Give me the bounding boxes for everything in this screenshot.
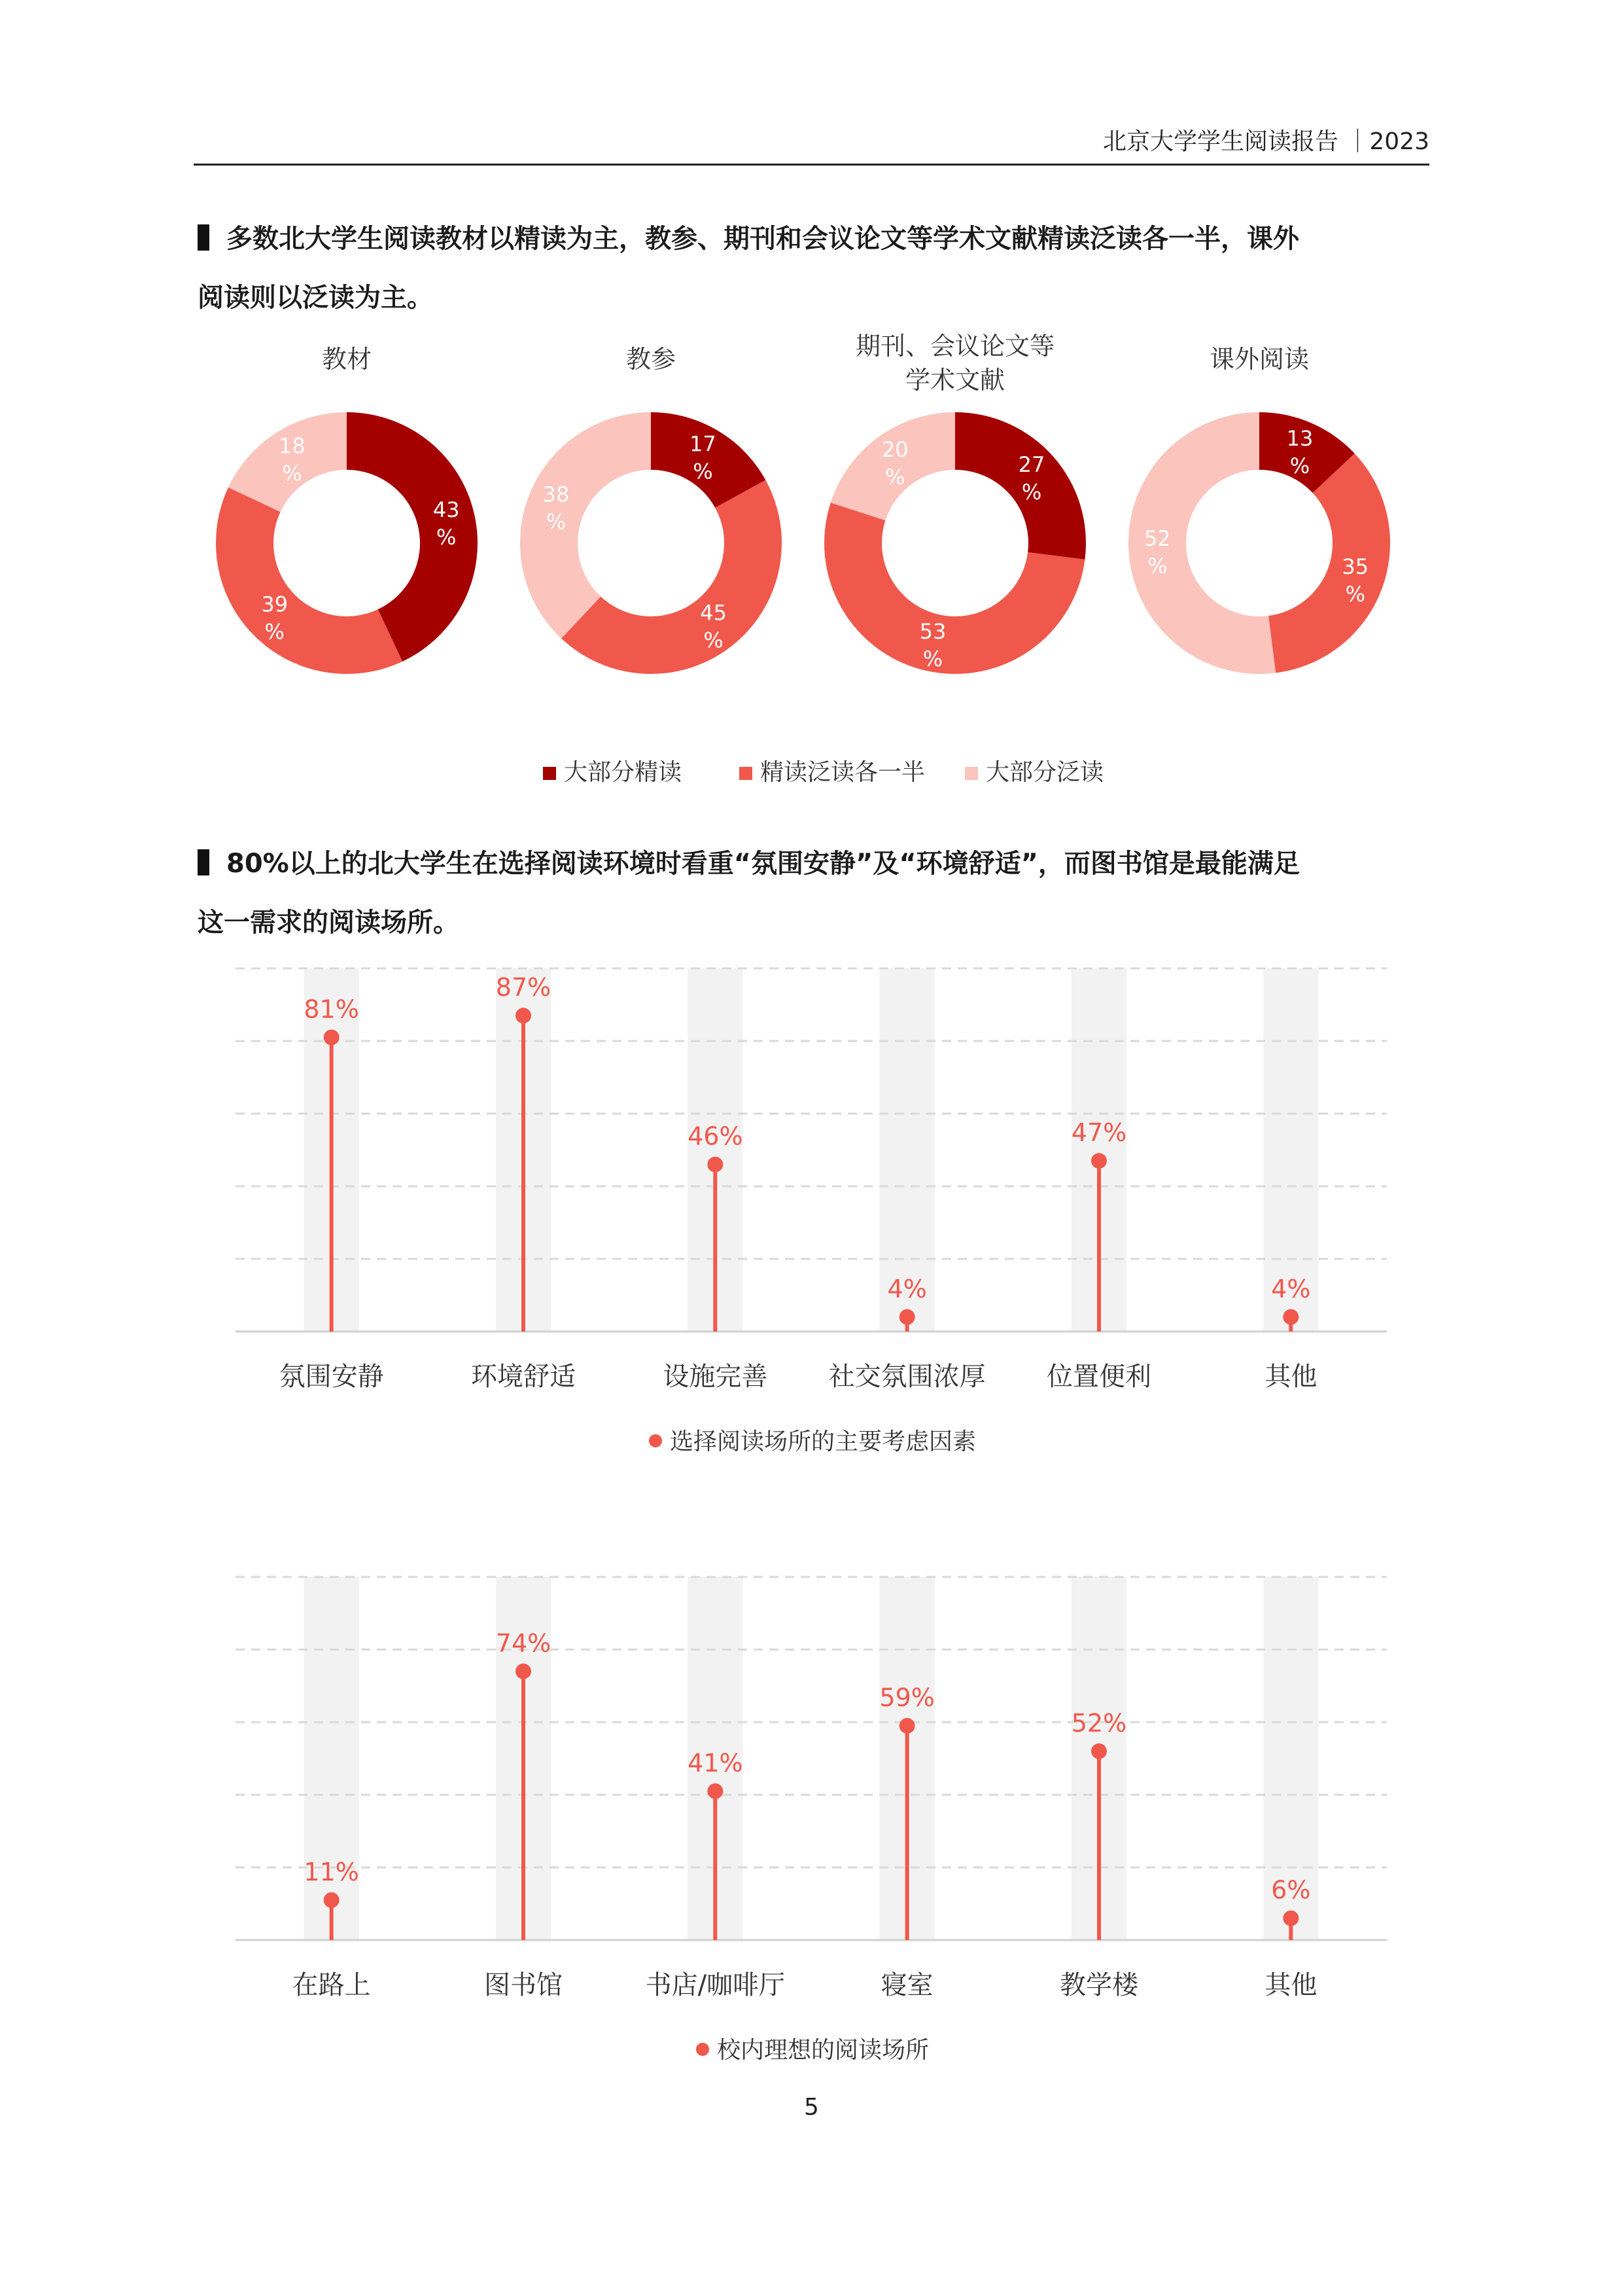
page-number: 5 <box>804 2094 819 2121</box>
heading-line-2: 阅读则以泛读为主。 <box>198 283 433 313</box>
lollipop-dot <box>1283 1911 1299 1926</box>
data-label: 52% <box>1071 1708 1127 1738</box>
data-label: 74% <box>495 1629 551 1658</box>
legend-swatch <box>543 767 556 780</box>
donut-legend <box>543 759 1104 786</box>
donut-slice-label: 13 % <box>1286 425 1314 478</box>
donut-slice <box>561 480 782 674</box>
report-header: 北京大学学生阅读报告 ｜2023 <box>1102 128 1429 155</box>
legend-label: 校内理想的阅读场所 <box>716 2037 930 2064</box>
category-label: 教学楼 <box>1060 1970 1138 2000</box>
legend-swatch <box>739 767 752 780</box>
data-label: 11% <box>304 1857 359 1886</box>
category-label: 氛围安静 <box>279 1362 384 1392</box>
legend-swatch <box>965 767 978 780</box>
donut-slice-label: 45 % <box>700 600 727 653</box>
data-label: 4% <box>1271 1274 1311 1303</box>
heading-prefix: 80% <box>226 849 289 879</box>
data-label: 46% <box>688 1122 743 1151</box>
donut-3 <box>824 332 1086 674</box>
heading-line-1: 以上的北大学生在选择阅读环境时看重“氛围安静”及“环境舒适”，而图书馆是最能满足 <box>288 849 1300 879</box>
lollipop-dot <box>515 1008 531 1023</box>
lollipop-dot <box>1283 1309 1299 1325</box>
legend-label: 精读泛读各一半 <box>760 759 926 786</box>
chart-legend <box>649 1428 976 1455</box>
legend-label: 大部分精读 <box>564 759 682 786</box>
legend-dot-icon <box>696 2043 709 2056</box>
lollipop-dot <box>324 1029 340 1045</box>
header-divider <box>194 164 1429 166</box>
data-label: 41% <box>688 1748 743 1778</box>
legend-label: 大部分泛读 <box>986 759 1104 786</box>
donut-slice <box>955 412 1086 559</box>
lollipop-chart-factors <box>0 942 1623 1466</box>
heading-line-1: 多数北大学生阅读教材以精读为主，教参、期刊和会议论文等学术文献精读泛读各一半，课外 <box>226 224 1299 254</box>
lollipop-dot <box>707 1783 723 1799</box>
donut-slice-label: 20 % <box>881 436 909 489</box>
category-label: 寝室 <box>881 1970 934 2000</box>
lollipop-chart-places <box>0 1551 1623 2074</box>
donut-slice-label: 53 % <box>919 619 947 672</box>
data-label: 6% <box>1271 1875 1311 1905</box>
data-label: 47% <box>1071 1118 1127 1148</box>
category-label: 图书馆 <box>484 1970 563 2000</box>
donut-4 <box>1128 345 1390 674</box>
category-label: 其他 <box>1265 1362 1318 1392</box>
data-label: 59% <box>879 1683 935 1712</box>
category-label: 其他 <box>1265 1970 1318 2000</box>
category-label: 书店/咖啡厅 <box>645 1970 786 2000</box>
donut-slice <box>520 412 651 639</box>
category-label: 环境舒适 <box>471 1362 576 1392</box>
legend-label: 选择阅读场所的主要考虑因素 <box>669 1428 977 1455</box>
lollipop-dot <box>1091 1743 1107 1759</box>
category-label: 位置便利 <box>1047 1362 1151 1392</box>
data-label: 87% <box>495 973 551 1002</box>
donut-title: 学术文献 <box>905 366 1005 395</box>
data-label: 81% <box>304 995 359 1024</box>
donut-slice <box>216 487 402 674</box>
lollipop-dot <box>707 1157 723 1173</box>
heading-line-2: 这一需求的阅读场所。 <box>198 908 459 938</box>
donut-slice-label: 17 % <box>689 431 716 484</box>
category-label: 社交氛围浓厚 <box>828 1362 986 1392</box>
lollipop-dot <box>899 1309 915 1325</box>
donut-2 <box>520 345 782 674</box>
donut-slice-label: 27 % <box>1018 451 1045 504</box>
donut-title: 课外阅读 <box>1209 345 1310 374</box>
section-heading-reading-environment <box>198 834 1440 952</box>
donut-slice-label: 39 % <box>261 592 288 645</box>
donut-slice-label: 35 % <box>1342 554 1369 607</box>
data-label: 4% <box>887 1274 927 1303</box>
chart-legend <box>696 2037 929 2064</box>
donut-chart-group <box>0 314 1623 811</box>
lollipop-dot <box>1091 1153 1107 1169</box>
donut-slice-label: 43 % <box>432 497 460 550</box>
section-heading-reading-mode <box>198 209 1440 327</box>
heading-marker-icon <box>198 849 209 875</box>
category-label: 设施完善 <box>663 1362 768 1392</box>
legend-dot-icon <box>649 1434 662 1447</box>
donut-title: 期刊、会议论文等 <box>855 332 1055 361</box>
donut-slice-label: 18 % <box>279 433 305 486</box>
donut-slice <box>1268 453 1390 673</box>
donut-slice-label: 52 % <box>1143 525 1171 578</box>
lollipop-dot <box>899 1718 915 1734</box>
donut-title: 教参 <box>625 345 676 374</box>
donut-title: 教材 <box>321 345 372 374</box>
donut-1 <box>216 345 478 674</box>
donut-slice-label: 38 % <box>542 482 570 535</box>
heading-marker-icon <box>198 224 209 251</box>
lollipop-dot <box>515 1663 531 1679</box>
category-label: 在路上 <box>292 1970 371 2000</box>
lollipop-dot <box>324 1892 340 1908</box>
